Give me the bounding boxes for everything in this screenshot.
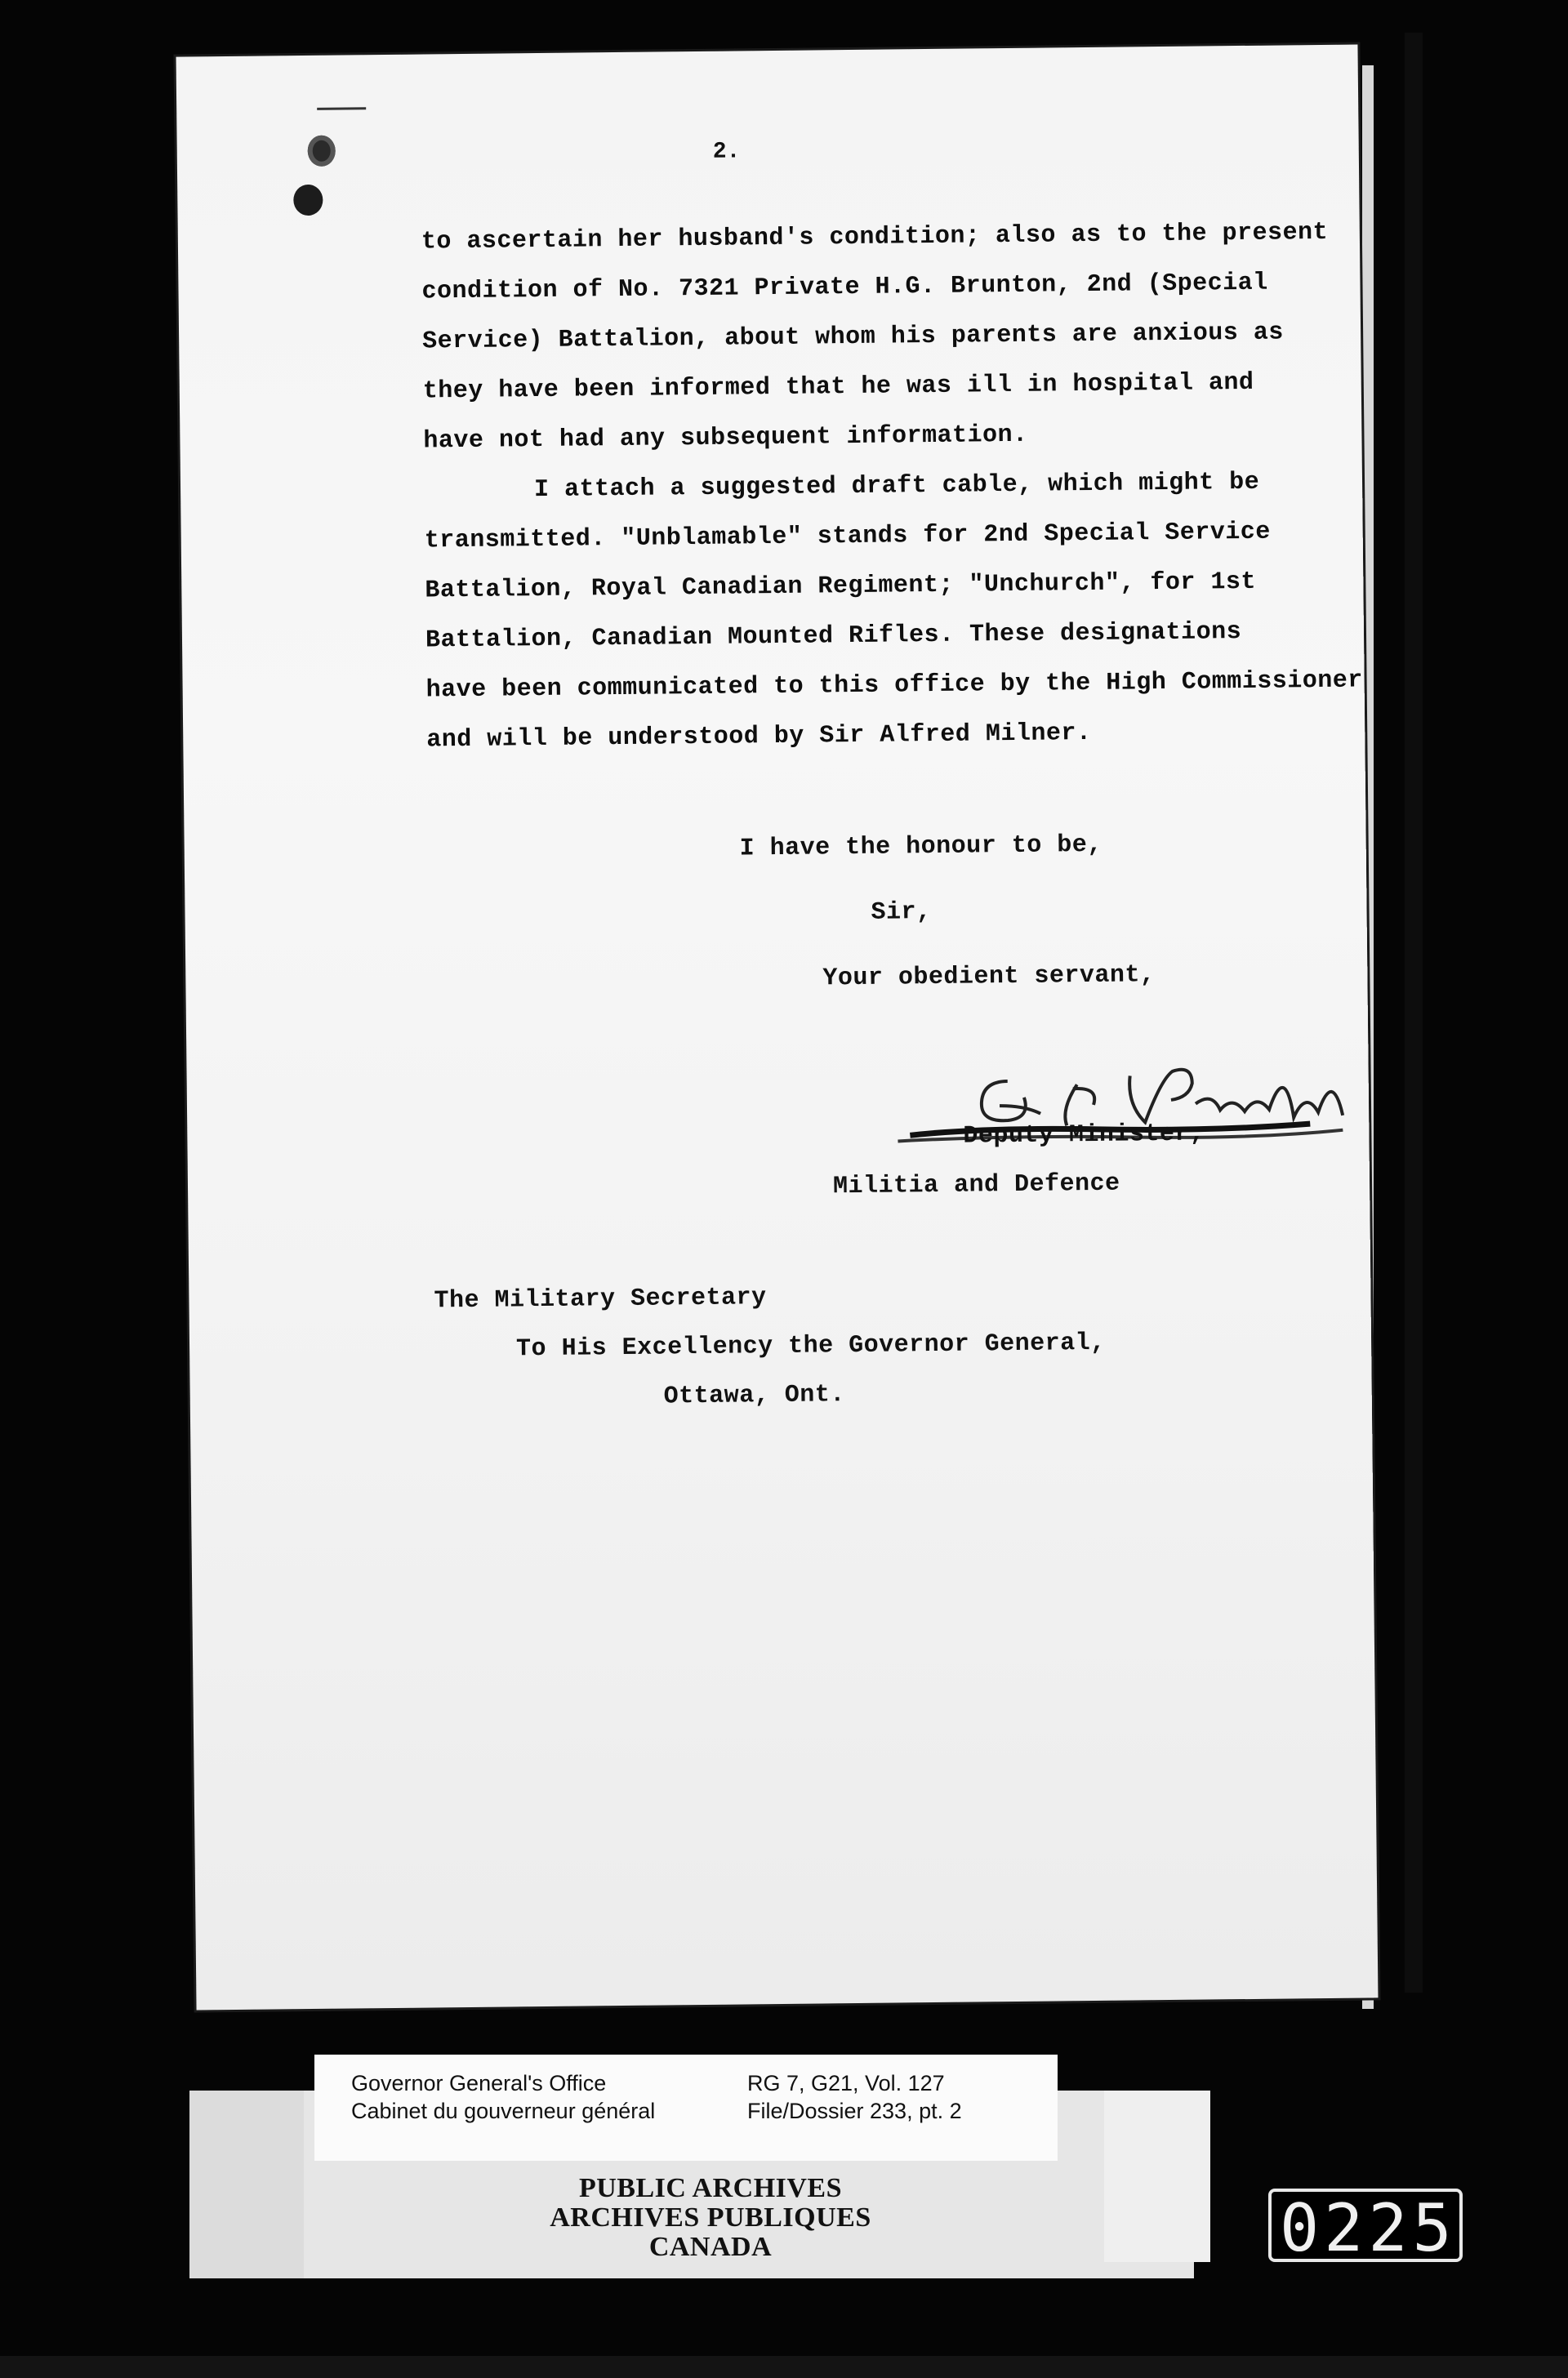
body-line: to ascertain her husband's condition; also as to the present [421, 218, 1329, 256]
letter-body [421, 207, 1383, 765]
signatory-title: Deputy Minister, [963, 1120, 1205, 1151]
address-line-3: Ottawa, Ont. [663, 1381, 845, 1411]
body-line: Battalion, Canadian Mounted Rifles. These designations [425, 618, 1242, 655]
address-line-1: The Military Secretary [434, 1284, 767, 1316]
archives-line-2: ARCHIVES PUBLIQUES [550, 2202, 871, 2233]
record-group: RG 7, G21, Vol. 127 [747, 2071, 945, 2095]
closing-servant: Your obedient servant, [822, 961, 1156, 993]
document-page [176, 44, 1379, 2010]
closing-salutation: Sir, [871, 898, 932, 927]
signatory-department: Militia and Defence [832, 1169, 1120, 1201]
film-border [1405, 33, 1423, 1993]
body-line: and will be understood by Sir Alfred Milner. [426, 719, 1092, 755]
pencil-mark [317, 107, 366, 110]
body-line: have been communicated to this office by the High Commissioner [425, 666, 1363, 705]
body-line: they have been informed that he was ill in hospital and [422, 368, 1254, 406]
film-bottom-edge [0, 2356, 1568, 2378]
office-french: Cabinet du gouverneur général [351, 2099, 656, 2123]
band-block [1104, 2091, 1210, 2262]
closing-honour: I have the honour to be, [739, 831, 1102, 863]
body-line: I attach a suggested draft cable, which might be [533, 468, 1260, 505]
page-number: 2. [712, 139, 741, 165]
band-flap [189, 2091, 304, 2278]
body-line: transmitted. "Unblamable" stands for 2nd Special Service [424, 518, 1272, 555]
body-line: Battalion, Royal Canadian Regiment; "Unchurch", for 1st [425, 568, 1257, 605]
body-line: have not had any subsequent information. [423, 421, 1028, 456]
archives-line-1: PUBLIC ARCHIVES [578, 2173, 843, 2203]
frame-number: 0225 [1268, 2189, 1463, 2262]
archives-line-3: CANADA [648, 2232, 773, 2262]
body-line: Service) Battalion, about whom his parents are anxious as [422, 318, 1284, 356]
punch-hole-icon [308, 136, 336, 167]
file-reference: File/Dossier 233, pt. 2 [747, 2099, 962, 2123]
body-line: condition of No. 7321 Private H.G. Brunton, 2nd (Special [421, 269, 1268, 306]
archives-stamp [482, 2174, 939, 2262]
office-english: Governor General's Office [351, 2071, 607, 2095]
archive-reference-label [314, 2055, 1058, 2161]
address-line-2: To His Excellency the Governor General, [515, 1329, 1106, 1364]
punch-hole-icon [293, 185, 323, 216]
